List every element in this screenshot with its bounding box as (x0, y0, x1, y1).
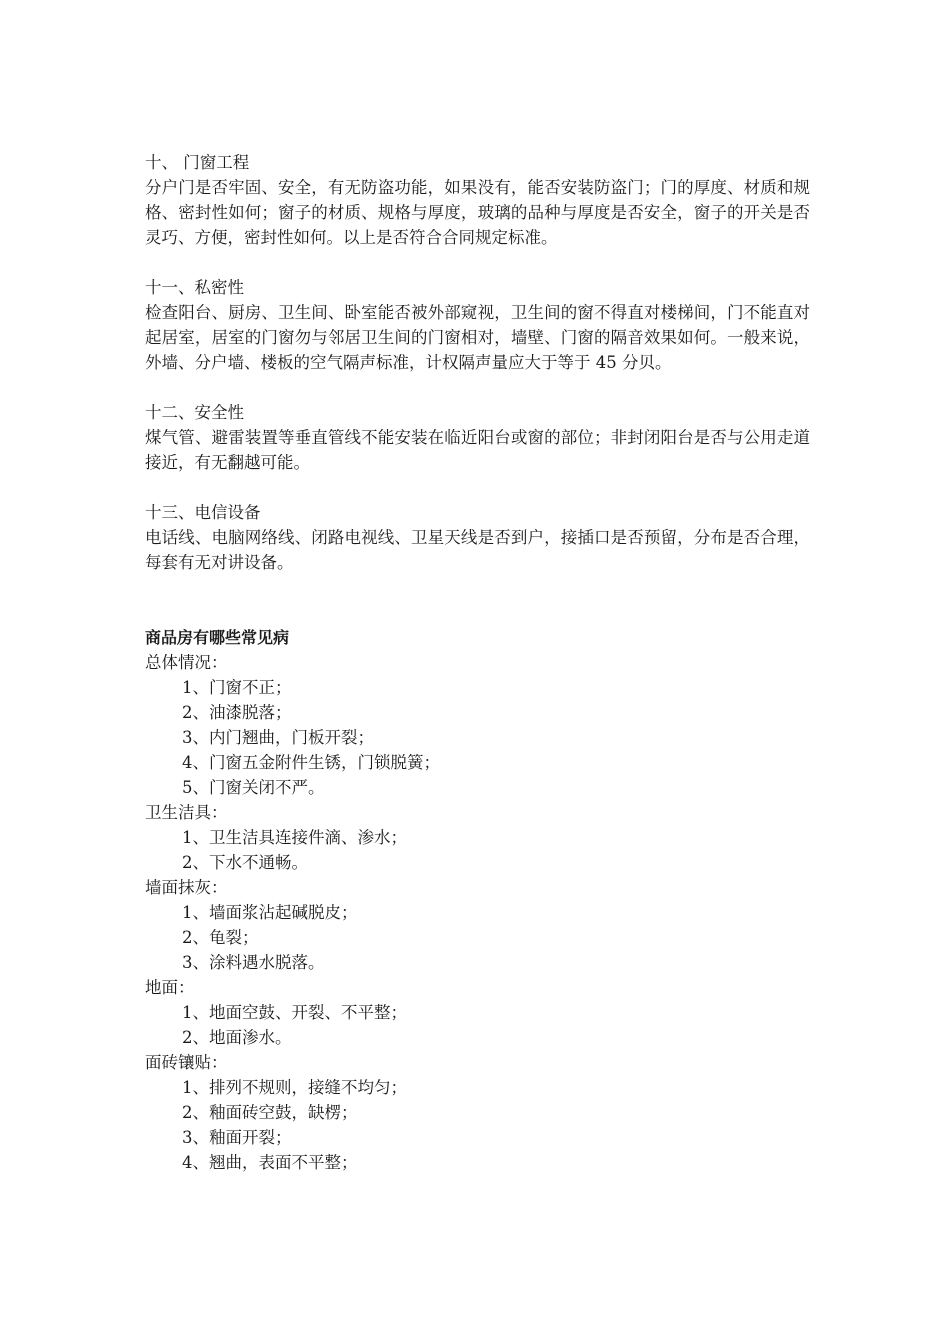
defect-item: 1、卫生洁具连接件滴、渗水； (182, 828, 407, 847)
section-13-title: 十三、电信设备 (145, 503, 261, 522)
spacer (145, 250, 810, 275)
defect-item: 2、下水不通畅。 (182, 853, 308, 872)
defect-item: 2、龟裂； (182, 928, 259, 947)
defect-group-label: 地面： (145, 978, 195, 997)
defect-item: 5、门窗关闭不严。 (182, 778, 325, 797)
defect-item: 4、门窗五金附件生锈，门锁脱簧； (182, 753, 440, 772)
section-11-body: 检查阳台、厨房、卫生间、卧室能否被外部窥视，卫生间的窗不得直对楼梯间，门不能直对起居室，居室的门窗勿与邻居卫生间的门窗相对，墙壁、门窗的隔音效果如何。一般来说，外墙、分户墙、楼板的空气隔声标准，计权隔声量应大于等于 45 分贝。 (145, 303, 810, 372)
section-12-body: 煤气管、避雷装置等垂直管线不能安装在临近阳台或窗的部位；非封闭阳台是否与公用走道接近，有无翻越可能。 (145, 428, 810, 472)
document-body (145, 150, 810, 1175)
defect-item: 1、墙面浆沾起碱脱皮； (182, 903, 358, 922)
defect-item: 2、釉面砖空鼓，缺楞； (182, 1103, 358, 1122)
defect-group-label: 总体情况： (145, 653, 228, 672)
defect-item: 3、釉面开裂； (182, 1128, 292, 1147)
defect-item: 2、油漆脱落； (182, 703, 292, 722)
defect-item: 2、地面渗水。 (182, 1028, 292, 1047)
defect-item: 1、门窗不正； (182, 678, 292, 697)
defects-heading: 商品房有哪些常见病 (145, 628, 290, 647)
defect-item: 3、涂料遇水脱落。 (182, 953, 325, 972)
defect-group-label: 墙面抹灰： (145, 878, 228, 897)
defect-group-label: 面砖镶贴： (145, 1053, 228, 1072)
defect-item: 3、内门翘曲，门板开裂； (182, 728, 374, 747)
defect-group-label: 卫生洁具： (145, 803, 228, 822)
section-13-body: 电话线、电脑网络线、闭路电视线、卫星天线是否到户，接插口是否预留，分布是否合理，每套有无对讲设备。 (145, 528, 810, 572)
spacer (145, 375, 810, 400)
spacer (145, 575, 810, 625)
section-12-title: 十二、安全性 (145, 403, 244, 422)
section-11-title: 十一、私密性 (145, 278, 244, 297)
defect-item: 1、地面空鼓、开裂、不平整； (182, 1003, 407, 1022)
section-10-title: 十、 门窗工程 (145, 153, 250, 172)
defect-item: 4、翘曲，表面不平整； (182, 1153, 358, 1172)
spacer (145, 475, 810, 500)
defect-item: 1、排列不规则，接缝不均匀； (182, 1078, 407, 1097)
section-10-body: 分户门是否牢固、安全，有无防盗功能，如果没有，能否安装防盗门；门的厚度、材质和规格、密封性如何；窗子的材质、规格与厚度，玻璃的品种与厚度是否安全，窗子的开关是否灵巧、方便，密封性如何。以上是否符合合同规定标准。 (145, 178, 810, 247)
